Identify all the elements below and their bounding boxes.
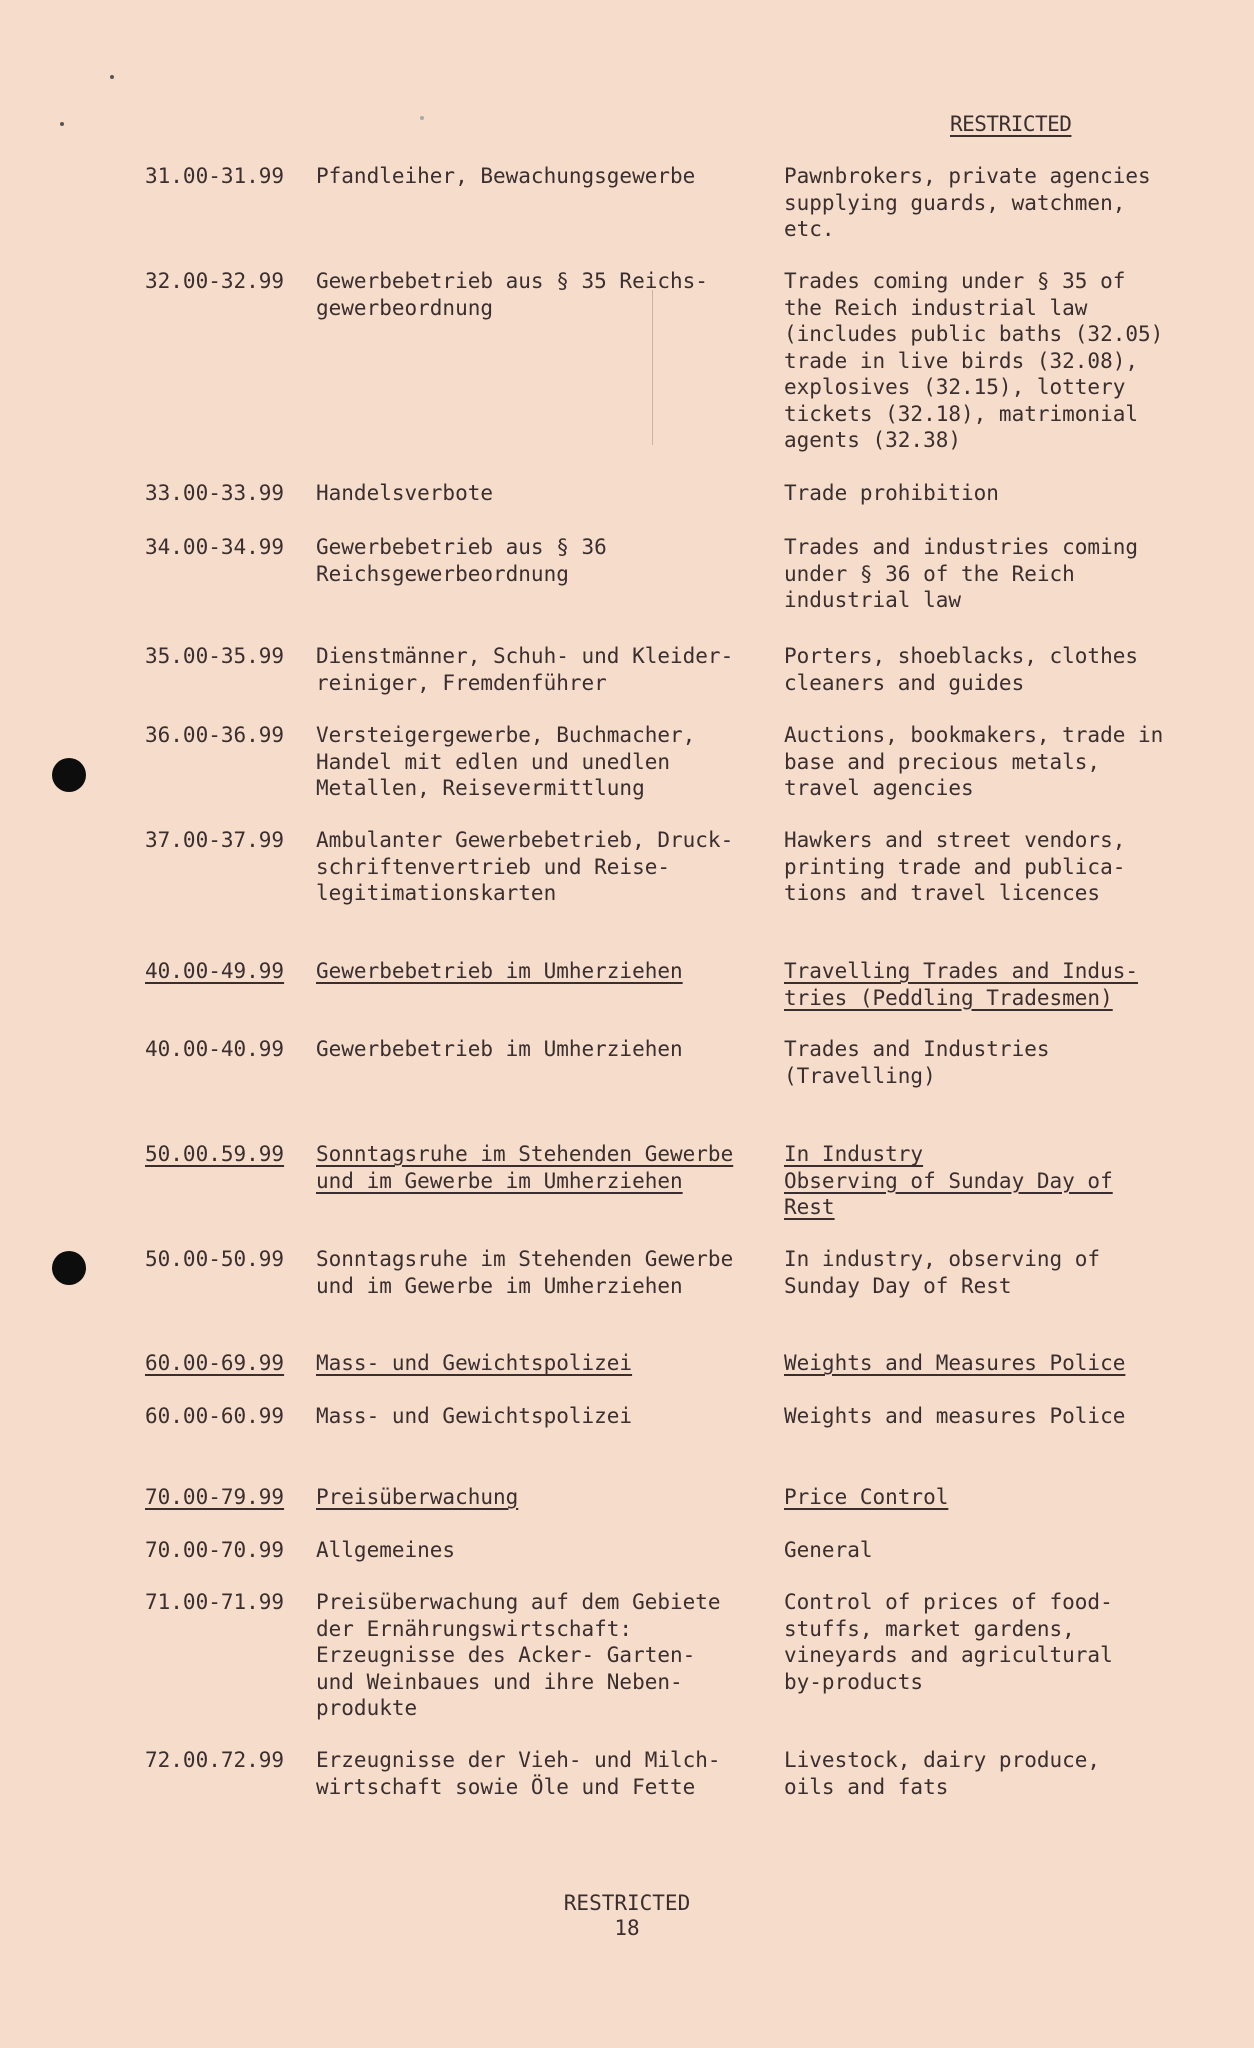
entry-english: Trades coming under § 35 of the Reich industrial law (includes public baths (32.05) trade in live birds (32.08), explosives (32.15), lottery tickets (32.18), matrimonial agents (32.38) xyxy=(784,269,1164,452)
paper-speck xyxy=(420,116,424,120)
entry-code: 72.00.72.99 xyxy=(145,1748,285,1772)
entry-code: 40.00-40.99 xyxy=(145,1037,285,1061)
entry-code: 32.00-32.99 xyxy=(145,269,285,293)
entry-english: Hawkers and street vendors, printing trade and publica- tions and travel licences xyxy=(784,828,1126,905)
entry-german: Versteigergewerbe, Buchmacher, Handel mit edlen und unedlen Metallen, Reisevermittlung xyxy=(316,723,696,800)
section-title-english: Weights and Measures Police xyxy=(784,1351,1126,1375)
entry-english: Pawnbrokers, private agencies supplying guards, watchmen, etc. xyxy=(784,164,1151,241)
entry-english: Auctions, bookmakers, trade in base and precious metals, travel agencies xyxy=(784,723,1164,800)
entry-german: Mass- und Gewichtspolizei xyxy=(316,1404,633,1428)
classification-footer: RESTRICTED xyxy=(563,1891,691,1915)
entry-german: Gewerbebetrieb im Umherziehen xyxy=(316,1037,683,1061)
entry-code: 50.00-50.99 xyxy=(145,1247,285,1271)
entry-german: Gewerbebetrieb aus § 36 Reichsgewerbeordnung xyxy=(316,535,607,586)
section-code: 60.00-69.99 xyxy=(145,1351,285,1375)
entry-english: Trades and industries coming under § 36 of the Reich industrial law xyxy=(784,535,1139,612)
entry-english: Control of prices of food- stuffs, market gardens, vineyards and agricultural by-products xyxy=(784,1590,1113,1694)
paper-speck xyxy=(110,75,114,79)
section-title-german: Gewerbebetrieb im Umherziehen xyxy=(316,959,683,983)
page-number: 18 xyxy=(614,1916,640,1940)
entry-english: Livestock, dairy produce, oils and fats xyxy=(784,1748,1101,1799)
entry-english: Weights and measures Police xyxy=(784,1404,1126,1428)
entry-code: 71.00-71.99 xyxy=(145,1590,285,1614)
section-title-english: Price Control xyxy=(784,1485,949,1509)
entry-code: 70.00-70.99 xyxy=(145,1538,285,1562)
entry-english: Porters, shoeblacks, clothes cleaners and guides xyxy=(784,644,1139,695)
punch-hole-icon xyxy=(52,1251,86,1285)
entry-german: Preisüberwachung auf dem Gebiete der Ernährungswirtschaft: Erzeugnisse des Acker- Garten- und Weinbaues und ihre Neben- produkte xyxy=(316,1590,721,1720)
entry-german: Sonntagsruhe im Stehenden Gewerbe und im Gewerbe im Umherziehen xyxy=(316,1247,734,1298)
punch-hole-icon xyxy=(52,758,86,792)
entry-code: 37.00-37.99 xyxy=(145,828,285,852)
entry-code: 31.00-31.99 xyxy=(145,164,285,188)
section-code: 50.00.59.99 xyxy=(145,1142,285,1166)
entry-german: Handelsverbote xyxy=(316,481,494,505)
paper-speck xyxy=(60,122,64,126)
entry-code: 60.00-60.99 xyxy=(145,1404,285,1428)
entry-german: Ambulanter Gewerbebetrieb, Druck- schriftenvertrieb und Reise- legitimationskarten xyxy=(316,828,734,905)
section-title-english: Travelling Trades and Indus- tries (Peddling Tradesmen) xyxy=(784,959,1139,1010)
section-title-german: Sonntagsruhe im Stehenden Gewerbe und im Gewerbe im Umherziehen xyxy=(316,1142,734,1193)
section-code: 40.00-49.99 xyxy=(145,959,285,983)
entry-german: Erzeugnisse der Vieh- und Milch- wirtschaft sowie Öle und Fette xyxy=(316,1748,721,1799)
entry-code: 35.00-35.99 xyxy=(145,644,285,668)
entry-english: General xyxy=(784,1538,873,1562)
entry-english: Trade prohibition xyxy=(784,481,999,505)
section-title-english: In Industry Observing of Sunday Day of Rest xyxy=(784,1142,1113,1219)
classification-header: RESTRICTED xyxy=(950,112,1072,136)
section-code: 70.00-79.99 xyxy=(145,1485,285,1509)
entry-german: Gewerbebetrieb aus § 35 Reichs- gewerbeordnung xyxy=(316,269,708,320)
entry-english: In industry, observing of Sunday Day of Rest xyxy=(784,1247,1101,1298)
entry-code: 34.00-34.99 xyxy=(145,535,285,559)
entry-german: Pfandleiher, Bewachungsgewerbe xyxy=(316,164,696,188)
section-title-german: Preisüberwachung xyxy=(316,1485,519,1509)
entry-german: Dienstmänner, Schuh- und Kleider- reiniger, Fremdenführer xyxy=(316,644,734,695)
entry-code: 33.00-33.99 xyxy=(145,481,285,505)
section-title-german: Mass- und Gewichtspolizei xyxy=(316,1351,633,1375)
entry-german: Allgemeines xyxy=(316,1538,456,1562)
entry-code: 36.00-36.99 xyxy=(145,723,285,747)
entry-english: Trades and Industries (Travelling) xyxy=(784,1037,1050,1088)
